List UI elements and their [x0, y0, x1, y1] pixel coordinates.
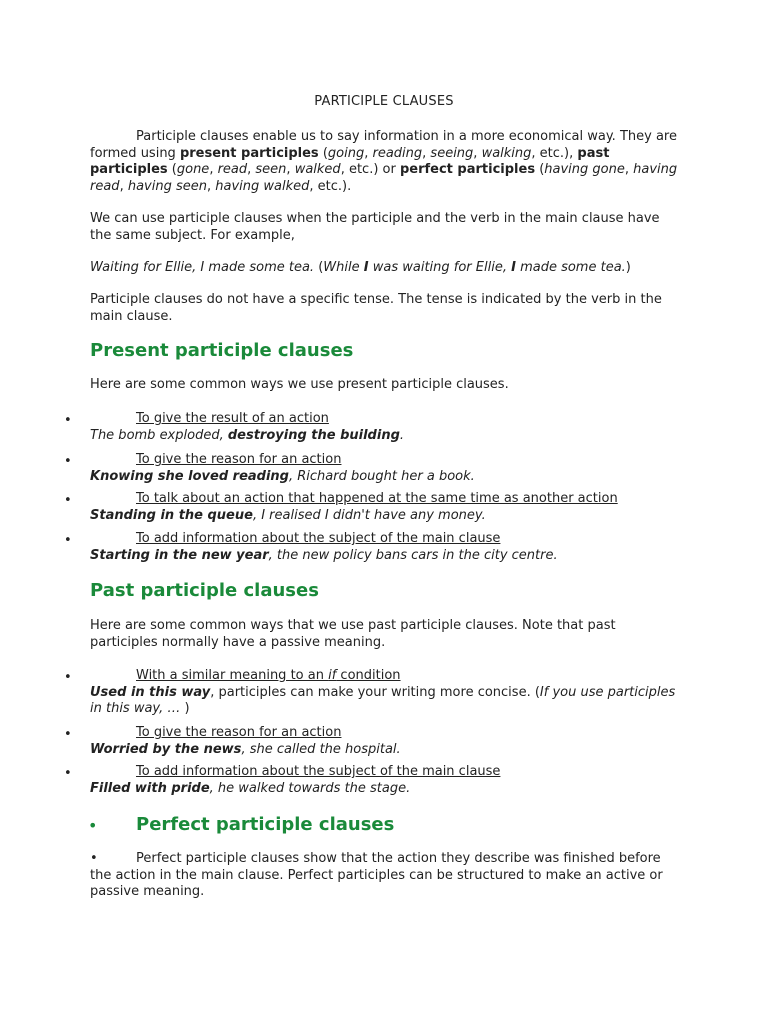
- list-item: [90, 531, 690, 564]
- item-label: To add information about the subject of the main clause: [136, 764, 501, 779]
- list-item: [90, 491, 690, 524]
- item-label: To give the result of an action: [136, 411, 329, 426]
- page-title: PARTICIPLE CLAUSES: [314, 94, 454, 109]
- present-participle-heading: Present participle clauses: [90, 340, 354, 361]
- item-example: The bomb exploded, destroying the building.: [90, 427, 405, 443]
- item-example: Standing in the queue, I realised I didn't have any money.: [90, 507, 486, 523]
- bullet-icon: •: [64, 533, 72, 548]
- item-label: With a similar meaning to an if condition: [136, 668, 401, 683]
- item-example: Filled with pride, he walked towards the stage.: [90, 780, 411, 796]
- list-item: [90, 764, 690, 797]
- past-participle-heading: Past participle clauses: [90, 580, 319, 601]
- present-intro: Here are some common ways we use present participle clauses.: [90, 377, 509, 392]
- past-intro: Here are some common ways that we use past participle clauses. Note that past participles normally have a passive meaning.: [90, 618, 616, 650]
- list-item: [90, 452, 690, 485]
- perfect-participle-heading: Perfect participle clauses: [136, 814, 395, 835]
- tense-paragraph: Participle clauses do not have a specific tense. The tense is indicated by the verb in the main clause.: [90, 292, 662, 324]
- item-label: To give the reason for an action: [136, 725, 342, 740]
- list-item: [90, 725, 690, 758]
- list-item: [90, 411, 690, 444]
- bullet-icon: •: [64, 493, 72, 508]
- bullet-icon: •: [64, 413, 72, 428]
- list-item: [90, 668, 690, 718]
- bullet-icon: •: [64, 670, 72, 685]
- bullet-icon: •: [64, 454, 72, 469]
- bullet-icon: •: [64, 766, 72, 781]
- item-label: To add information about the subject of the main clause: [136, 531, 501, 546]
- item-example: Worried by the news, she called the hospital.: [90, 741, 401, 757]
- same-subject-paragraph: We can use participle clauses when the participle and the verb in the main clause have the same subject. For example,: [90, 211, 660, 243]
- perfect-paragraph: • Perfect participle clauses show that the action they describe was finished before the action in the main clause. Perfect participles can be structured to make an active or passive meaning.: [90, 851, 663, 899]
- item-example: Starting in the new year, the new policy bans cars in the city centre.: [90, 547, 558, 563]
- intro-paragraph: Participle clauses enable us to say information in a more economical way. They are formed using present participles (going, reading, seeing, walking, etc.), past participles (gone, read, seen, walked, etc.) or perfect participles (having gone, having read, having seen, having walked, etc.).: [90, 129, 678, 194]
- example-sentence: Waiting for Ellie, I made some tea. (While I was waiting for Ellie, I made some tea.): [90, 260, 631, 275]
- item-example: Knowing she loved reading, Richard bought her a book.: [90, 468, 475, 484]
- bullet-icon: •: [88, 816, 98, 835]
- item-example: Used in this way, participles can make your writing more concise. (If you use participles in this way, … ): [90, 684, 676, 716]
- bullet-icon: •: [64, 727, 72, 742]
- item-label: To give the reason for an action: [136, 452, 342, 467]
- bullet-icon: •: [90, 851, 98, 866]
- item-label: To talk about an action that happened at the same time as another action: [136, 491, 618, 506]
